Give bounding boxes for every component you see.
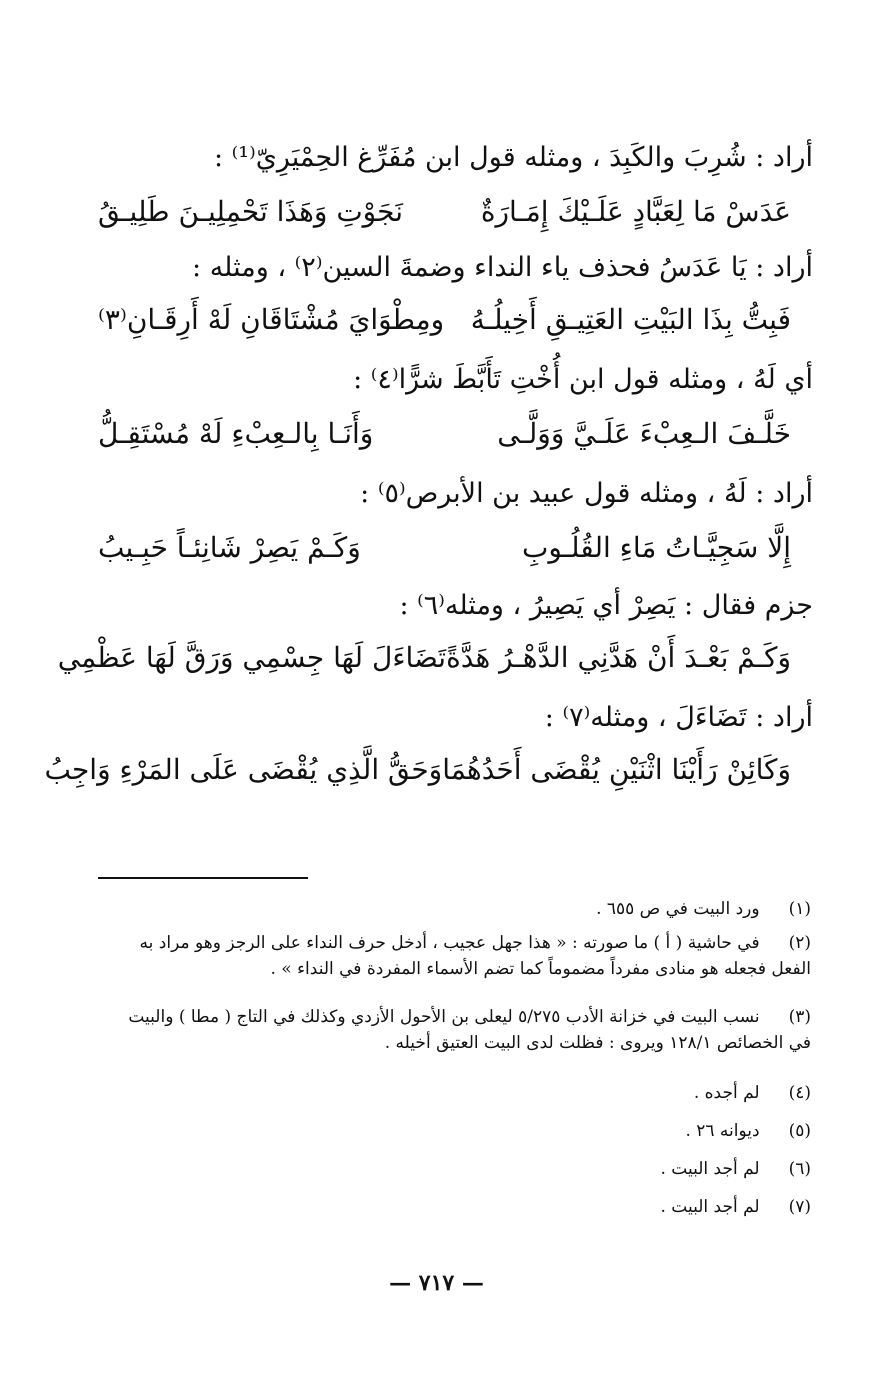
- verse-first-hemistich: عَدَسْ مَا لِعَبَّادٍ عَلَـيْكَ إِمَـارَةٌ: [480, 195, 791, 228]
- footnote: [60, 1004, 811, 1056]
- verse: [98, 192, 791, 232]
- footnote-number: (٢): [788, 933, 811, 953]
- verse: [98, 300, 791, 340]
- footnote-text: في حاشية ( أ ) ما صورته : « هذا جهل عجيب ، أدخل حرف النداء على الرجز وهو مراد به: [139, 933, 760, 953]
- footnote-text: لم أجده .: [693, 1083, 760, 1103]
- footnote-number: (٤): [788, 1083, 811, 1103]
- footnote: [60, 1080, 811, 1106]
- footnote-number: (١): [788, 899, 811, 919]
- footnote: [60, 1118, 811, 1144]
- verse-first-hemistich: فَبِتُّ بِذَا البَيْتِ العَتِيـقِ أَخِيلُـهُ: [470, 303, 791, 336]
- verse: [44, 750, 791, 790]
- verse-first-hemistich: وَكَائِنْ رَأَيْنَا اثْنَيْنِ يُقْضَى أَحَدُهُمَا: [442, 753, 791, 786]
- verse-second-hemistich: وَحَقُّ الَّذِي يُقْضَى عَلَى المَرْءِ وَاجِبُ: [44, 753, 443, 786]
- verse-second-hemistich: وَكَـمْ يَصِرْ شَانِئـاً حَبِـيبُ: [98, 531, 361, 564]
- verse-second-hemistich: تَضَاءَلَ لَهَا جِسْمِي وَرَقَّ لَهَا عَظْمِي: [57, 641, 447, 674]
- footnote: [60, 930, 811, 982]
- footnote-number: (٥): [788, 1121, 811, 1141]
- footnote-text: ديوانه ٢٦ .: [685, 1121, 760, 1141]
- verse-first-hemistich: إِلَّا سَجِيَّـاتُ مَاءِ القُلُـوبِ: [522, 531, 791, 564]
- prose-line: أراد : يَا عَدَسُ فحذف ياء النداء وضمةَ السين⁽٢⁾ ، ومثله :: [192, 252, 813, 283]
- verse-first-hemistich: خَلَّـفَ الـعِبْءَ عَلَـيَّ وَوَلَّـى: [497, 417, 791, 450]
- footnote: [60, 1156, 811, 1182]
- prose-line: أي لَهُ ، ومثله قول ابن أُخْتِ تَأَبَّطَ شرًّا⁽٤⁾ :: [353, 364, 813, 395]
- footnote-number: (٦): [788, 1159, 811, 1179]
- verse-first-hemistich: وَكَـمْ بَعْـدَ أَنْ هَدَّنِي الدَّهْـرُ هَدَّةً: [446, 641, 791, 674]
- verse-second-hemistich: ومِطْوَايَ مُشْتَاقَانِ لَهْ أَرِقَـانِ⁽٣⁾: [98, 303, 445, 336]
- footnote-number: (٧): [788, 1197, 811, 1217]
- footnote-text: لم أجد البيت .: [660, 1159, 760, 1179]
- prose-line: جزم فقال : يَصِرْ أي يَصِيرُ ، ومثله⁽٦⁾ :: [399, 590, 813, 621]
- footnote-text: ورد البيت في ص ٦٥٥ .: [596, 899, 760, 919]
- footnote-continuation: في الخصائص ١٢٨/١ ويروى : فظلت لدى البيت العتيق أخيله .: [384, 1033, 811, 1053]
- footnote: [60, 1194, 811, 1220]
- footnote: [60, 896, 811, 922]
- verse: [98, 414, 791, 454]
- prose-line: أراد : لَهُ ، ومثله قول عبيد بن الأبرص⁽٥⁾ :: [360, 478, 813, 509]
- verse-second-hemistich: وَأَنَـا بِالـعِبْءِ لَهْ مُسْتَقِـلُّ: [98, 417, 374, 450]
- footnote-continuation: الفعل فجعله هو منادى مفرداً مضموماً كما تضم الأسماء المفردة في النداء » .: [270, 959, 811, 979]
- verse-second-hemistich: نَجَوْتِ وَهَذَا تَحْمِلِيـنَ طَلِيـقُ: [98, 195, 404, 228]
- footnote-text: لم أجد البيت .: [660, 1197, 760, 1217]
- verse: [57, 638, 791, 678]
- page-number: — ٧١٧ —: [389, 1270, 484, 1296]
- verse: [98, 528, 791, 568]
- prose-line: أراد : شُرِبَ والكَبِدَ ، ومثله قول ابن مُفَرِّغ الحِمْيَرِيّ⁽¹⁾ :: [213, 142, 813, 173]
- footnote-separator: [98, 877, 308, 879]
- footnote-text: نسب البيت في خزانة الأدب ٥/٢٧٥ ليعلى بن الأحول الأزدي وكذلك في التاج ( مطا ) والبيت: [128, 1007, 760, 1027]
- footnote-number: (٣): [788, 1007, 811, 1027]
- prose-line: أراد : تَضَاءَلَ ، ومثله⁽٧⁾ :: [544, 702, 813, 733]
